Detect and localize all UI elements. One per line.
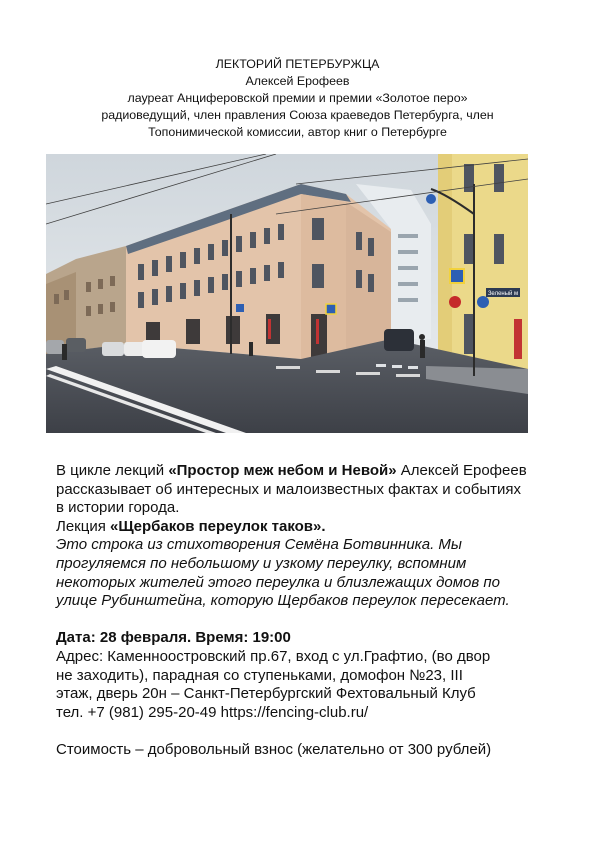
intro-line: рассказывает об интересных и малоизвестных фактах и событиях (56, 480, 522, 498)
lecture-title: «Щербаков переулок таков». (110, 517, 326, 535)
series-title: ЛЕКТОРИЙ ПЕТЕРБУРЖЦА (215, 57, 380, 71)
lecture-description-line: некоторых жителей этого переулка и близлежащих домов по (56, 573, 500, 591)
author-bio-line: Топонимической комиссии, автор книг о Петербурге (148, 125, 447, 139)
intro-line: в истории города. (56, 499, 180, 517)
event-address-line: не заходить), парадная со ступеньками, домофон №23, III (56, 666, 463, 684)
intro-line (56, 462, 556, 481)
event-address-line: Адрес: Каменноостровский пр.67, вход с ул.Графтио, (во двор (56, 647, 491, 665)
event-cost: Стоимость – добровольный взнос (желательно от 300 рублей) (56, 740, 492, 758)
street-name-plate: Зеленый м (487, 291, 519, 297)
lecture-description-line: улице Рубинштейна, которую Щербаков переулок пересекает. (56, 592, 510, 610)
intro-text: В цикле лекций (56, 462, 169, 479)
intro-text: Алексей Ерофеев (396, 462, 527, 479)
author-bio-line: радиоведущий, член правления Союза краеведов Петербурга, член (101, 108, 494, 122)
lecture-description-line: прогуляемся по небольшому и узкому переулку, вспомним (56, 554, 467, 572)
spacer (56, 722, 556, 741)
spacer (56, 611, 556, 630)
lecture-title-line (56, 518, 556, 537)
event-contact-line: тел. +7 (981) 295-20-49 https://fencing-club.ru/ (56, 703, 369, 721)
event-description (56, 462, 556, 760)
lecture-prefix: Лекция (56, 517, 111, 535)
page-header (0, 56, 595, 141)
event-date-time: Дата: 28 февраля. Время: 19:00 (56, 629, 291, 647)
street-photo (46, 154, 528, 433)
lecture-description-line: Это строка из стихотворения Семёна Ботвинника. Мы (56, 536, 462, 554)
author-bio-line: лауреат Анциферовской премии и премии «Золотое перо» (127, 91, 468, 105)
event-address-line: этаж, дверь 20н – Санкт-Петербургский Фехтовальный Клуб (56, 685, 476, 703)
author-name: Алексей Ерофеев (245, 74, 350, 88)
cycle-name: «Простор меж небом и Невой» (168, 462, 397, 479)
